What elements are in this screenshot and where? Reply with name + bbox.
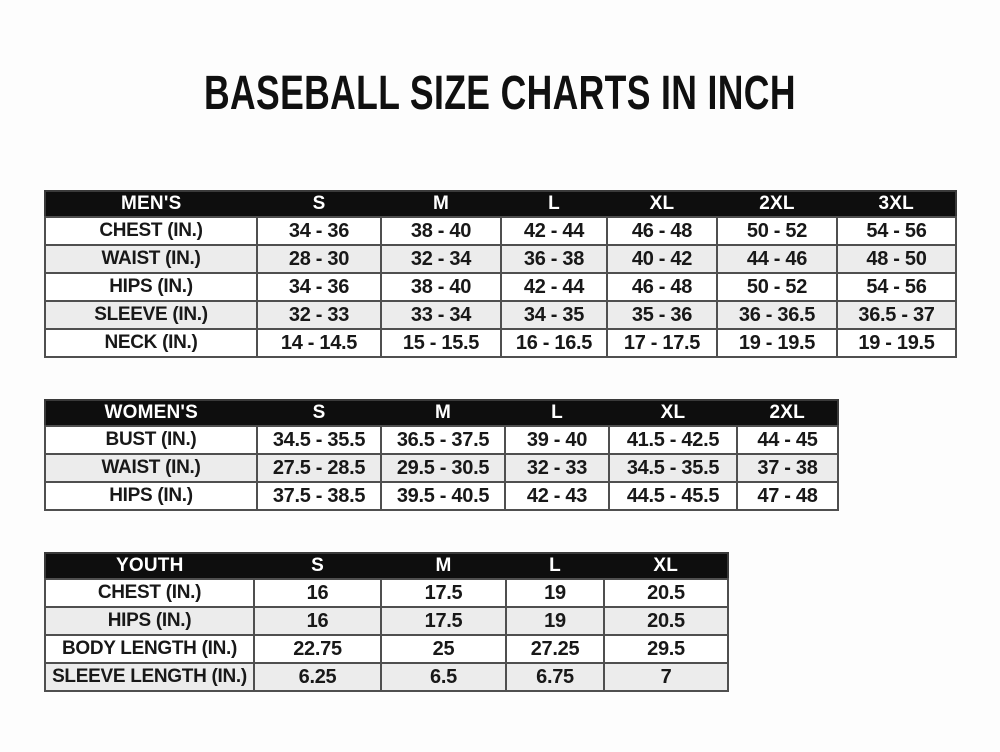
size-value-cell: 34 - 35 <box>501 301 607 329</box>
youth-header-row <box>45 553 728 579</box>
size-value-cell: 28 - 30 <box>257 245 381 273</box>
womens-table-title-cell: WOMEN'S <box>45 400 257 426</box>
youth-table-row <box>45 607 728 635</box>
row-label-cell: CHEST (IN.) <box>45 217 257 245</box>
row-label-cell: CHEST (IN.) <box>45 579 254 607</box>
size-value-cell: 37.5 - 38.5 <box>257 482 381 510</box>
row-label-cell: NECK (IN.) <box>45 329 257 357</box>
size-value-cell: 54 - 56 <box>837 217 956 245</box>
size-value-cell: 34.5 - 35.5 <box>609 454 737 482</box>
womens-table-row <box>45 454 838 482</box>
size-value-cell: 20.5 <box>604 607 728 635</box>
size-value-cell: 34 - 36 <box>257 273 381 301</box>
size-value-cell: 19 <box>506 607 604 635</box>
mens-table-row <box>45 273 956 301</box>
youth-table-row <box>45 635 728 663</box>
size-value-cell: 40 - 42 <box>607 245 717 273</box>
size-value-cell: 14 - 14.5 <box>257 329 381 357</box>
size-value-cell: 19 <box>506 579 604 607</box>
mens-table-row <box>45 217 956 245</box>
size-value-cell: 32 - 33 <box>257 301 381 329</box>
size-value-cell: 42 - 43 <box>505 482 609 510</box>
mens-table-row <box>45 245 956 273</box>
row-label-cell: WAIST (IN.) <box>45 454 257 482</box>
size-value-cell: 42 - 44 <box>501 217 607 245</box>
mens-size-header-cell: XL <box>607 191 717 217</box>
womens-size-header-cell: XL <box>609 400 737 426</box>
womens-size-header-cell: M <box>381 400 505 426</box>
womens-size-header-cell: 2XL <box>737 400 838 426</box>
size-value-cell: 36.5 - 37 <box>837 301 956 329</box>
size-value-cell: 16 - 16.5 <box>501 329 607 357</box>
size-value-cell: 39 - 40 <box>505 426 609 454</box>
size-value-cell: 33 - 34 <box>381 301 501 329</box>
womens-table-body <box>45 426 838 510</box>
size-value-cell: 19 - 19.5 <box>837 329 956 357</box>
size-value-cell: 17.5 <box>381 579 506 607</box>
size-value-cell: 6.25 <box>254 663 381 691</box>
size-value-cell: 50 - 52 <box>717 273 837 301</box>
size-value-cell: 27.5 - 28.5 <box>257 454 381 482</box>
womens-size-header-cell: S <box>257 400 381 426</box>
size-value-cell: 6.5 <box>381 663 506 691</box>
size-value-cell: 46 - 48 <box>607 217 717 245</box>
womens-table-row <box>45 482 838 510</box>
mens-header-row <box>45 191 956 217</box>
size-value-cell: 34 - 36 <box>257 217 381 245</box>
size-value-cell: 39.5 - 40.5 <box>381 482 505 510</box>
mens-table-body <box>45 217 956 357</box>
size-value-cell: 17 - 17.5 <box>607 329 717 357</box>
size-value-cell: 36 - 38 <box>501 245 607 273</box>
mens-table-row <box>45 329 956 357</box>
size-value-cell: 46 - 48 <box>607 273 717 301</box>
size-value-cell: 44.5 - 45.5 <box>609 482 737 510</box>
youth-size-header-cell: L <box>506 553 604 579</box>
row-label-cell: SLEEVE LENGTH (IN.) <box>45 663 254 691</box>
womens-table-row <box>45 426 838 454</box>
page-title-text: BASEBALL SIZE CHARTS IN INCH <box>204 67 796 120</box>
womens-header-row <box>45 400 838 426</box>
size-value-cell: 35 - 36 <box>607 301 717 329</box>
womens-size-header-cell: L <box>505 400 609 426</box>
size-value-cell: 20.5 <box>604 579 728 607</box>
size-value-cell: 6.75 <box>506 663 604 691</box>
size-value-cell: 17.5 <box>381 607 506 635</box>
size-value-cell: 27.25 <box>506 635 604 663</box>
page-title <box>0 67 1000 120</box>
size-value-cell: 44 - 46 <box>717 245 837 273</box>
size-value-cell: 50 - 52 <box>717 217 837 245</box>
mens-size-header-cell: S <box>257 191 381 217</box>
womens-table-header <box>45 400 838 426</box>
youth-size-table <box>44 552 729 692</box>
size-value-cell: 29.5 - 30.5 <box>381 454 505 482</box>
size-value-cell: 54 - 56 <box>837 273 956 301</box>
size-value-cell: 34.5 - 35.5 <box>257 426 381 454</box>
mens-size-header-cell: L <box>501 191 607 217</box>
size-value-cell: 22.75 <box>254 635 381 663</box>
size-value-cell: 36.5 - 37.5 <box>381 426 505 454</box>
size-value-cell: 37 - 38 <box>737 454 838 482</box>
mens-size-table <box>44 190 957 358</box>
size-value-cell: 48 - 50 <box>837 245 956 273</box>
youth-table-row <box>45 579 728 607</box>
row-label-cell: BUST (IN.) <box>45 426 257 454</box>
row-label-cell: WAIST (IN.) <box>45 245 257 273</box>
size-value-cell: 32 - 33 <box>505 454 609 482</box>
size-value-cell: 38 - 40 <box>381 273 501 301</box>
size-value-cell: 15 - 15.5 <box>381 329 501 357</box>
size-value-cell: 38 - 40 <box>381 217 501 245</box>
row-label-cell: HIPS (IN.) <box>45 482 257 510</box>
mens-size-header-cell: 3XL <box>837 191 956 217</box>
size-value-cell: 47 - 48 <box>737 482 838 510</box>
size-value-cell: 19 - 19.5 <box>717 329 837 357</box>
mens-table-title-cell: MEN'S <box>45 191 257 217</box>
mens-size-header-cell: 2XL <box>717 191 837 217</box>
size-value-cell: 42 - 44 <box>501 273 607 301</box>
size-value-cell: 44 - 45 <box>737 426 838 454</box>
size-value-cell: 25 <box>381 635 506 663</box>
youth-size-header-cell: XL <box>604 553 728 579</box>
row-label-cell: SLEEVE (IN.) <box>45 301 257 329</box>
youth-table-body <box>45 579 728 691</box>
mens-table-header <box>45 191 956 217</box>
size-value-cell: 7 <box>604 663 728 691</box>
row-label-cell: HIPS (IN.) <box>45 273 257 301</box>
size-value-cell: 41.5 - 42.5 <box>609 426 737 454</box>
youth-table-header <box>45 553 728 579</box>
mens-table-row <box>45 301 956 329</box>
size-value-cell: 16 <box>254 607 381 635</box>
row-label-cell: HIPS (IN.) <box>45 607 254 635</box>
youth-table-title-cell: YOUTH <box>45 553 254 579</box>
size-value-cell: 16 <box>254 579 381 607</box>
youth-table-row <box>45 663 728 691</box>
youth-size-header-cell: M <box>381 553 506 579</box>
size-value-cell: 29.5 <box>604 635 728 663</box>
mens-size-header-cell: M <box>381 191 501 217</box>
youth-size-header-cell: S <box>254 553 381 579</box>
size-value-cell: 36 - 36.5 <box>717 301 837 329</box>
size-value-cell: 32 - 34 <box>381 245 501 273</box>
womens-size-table <box>44 399 839 511</box>
row-label-cell: BODY LENGTH (IN.) <box>45 635 254 663</box>
